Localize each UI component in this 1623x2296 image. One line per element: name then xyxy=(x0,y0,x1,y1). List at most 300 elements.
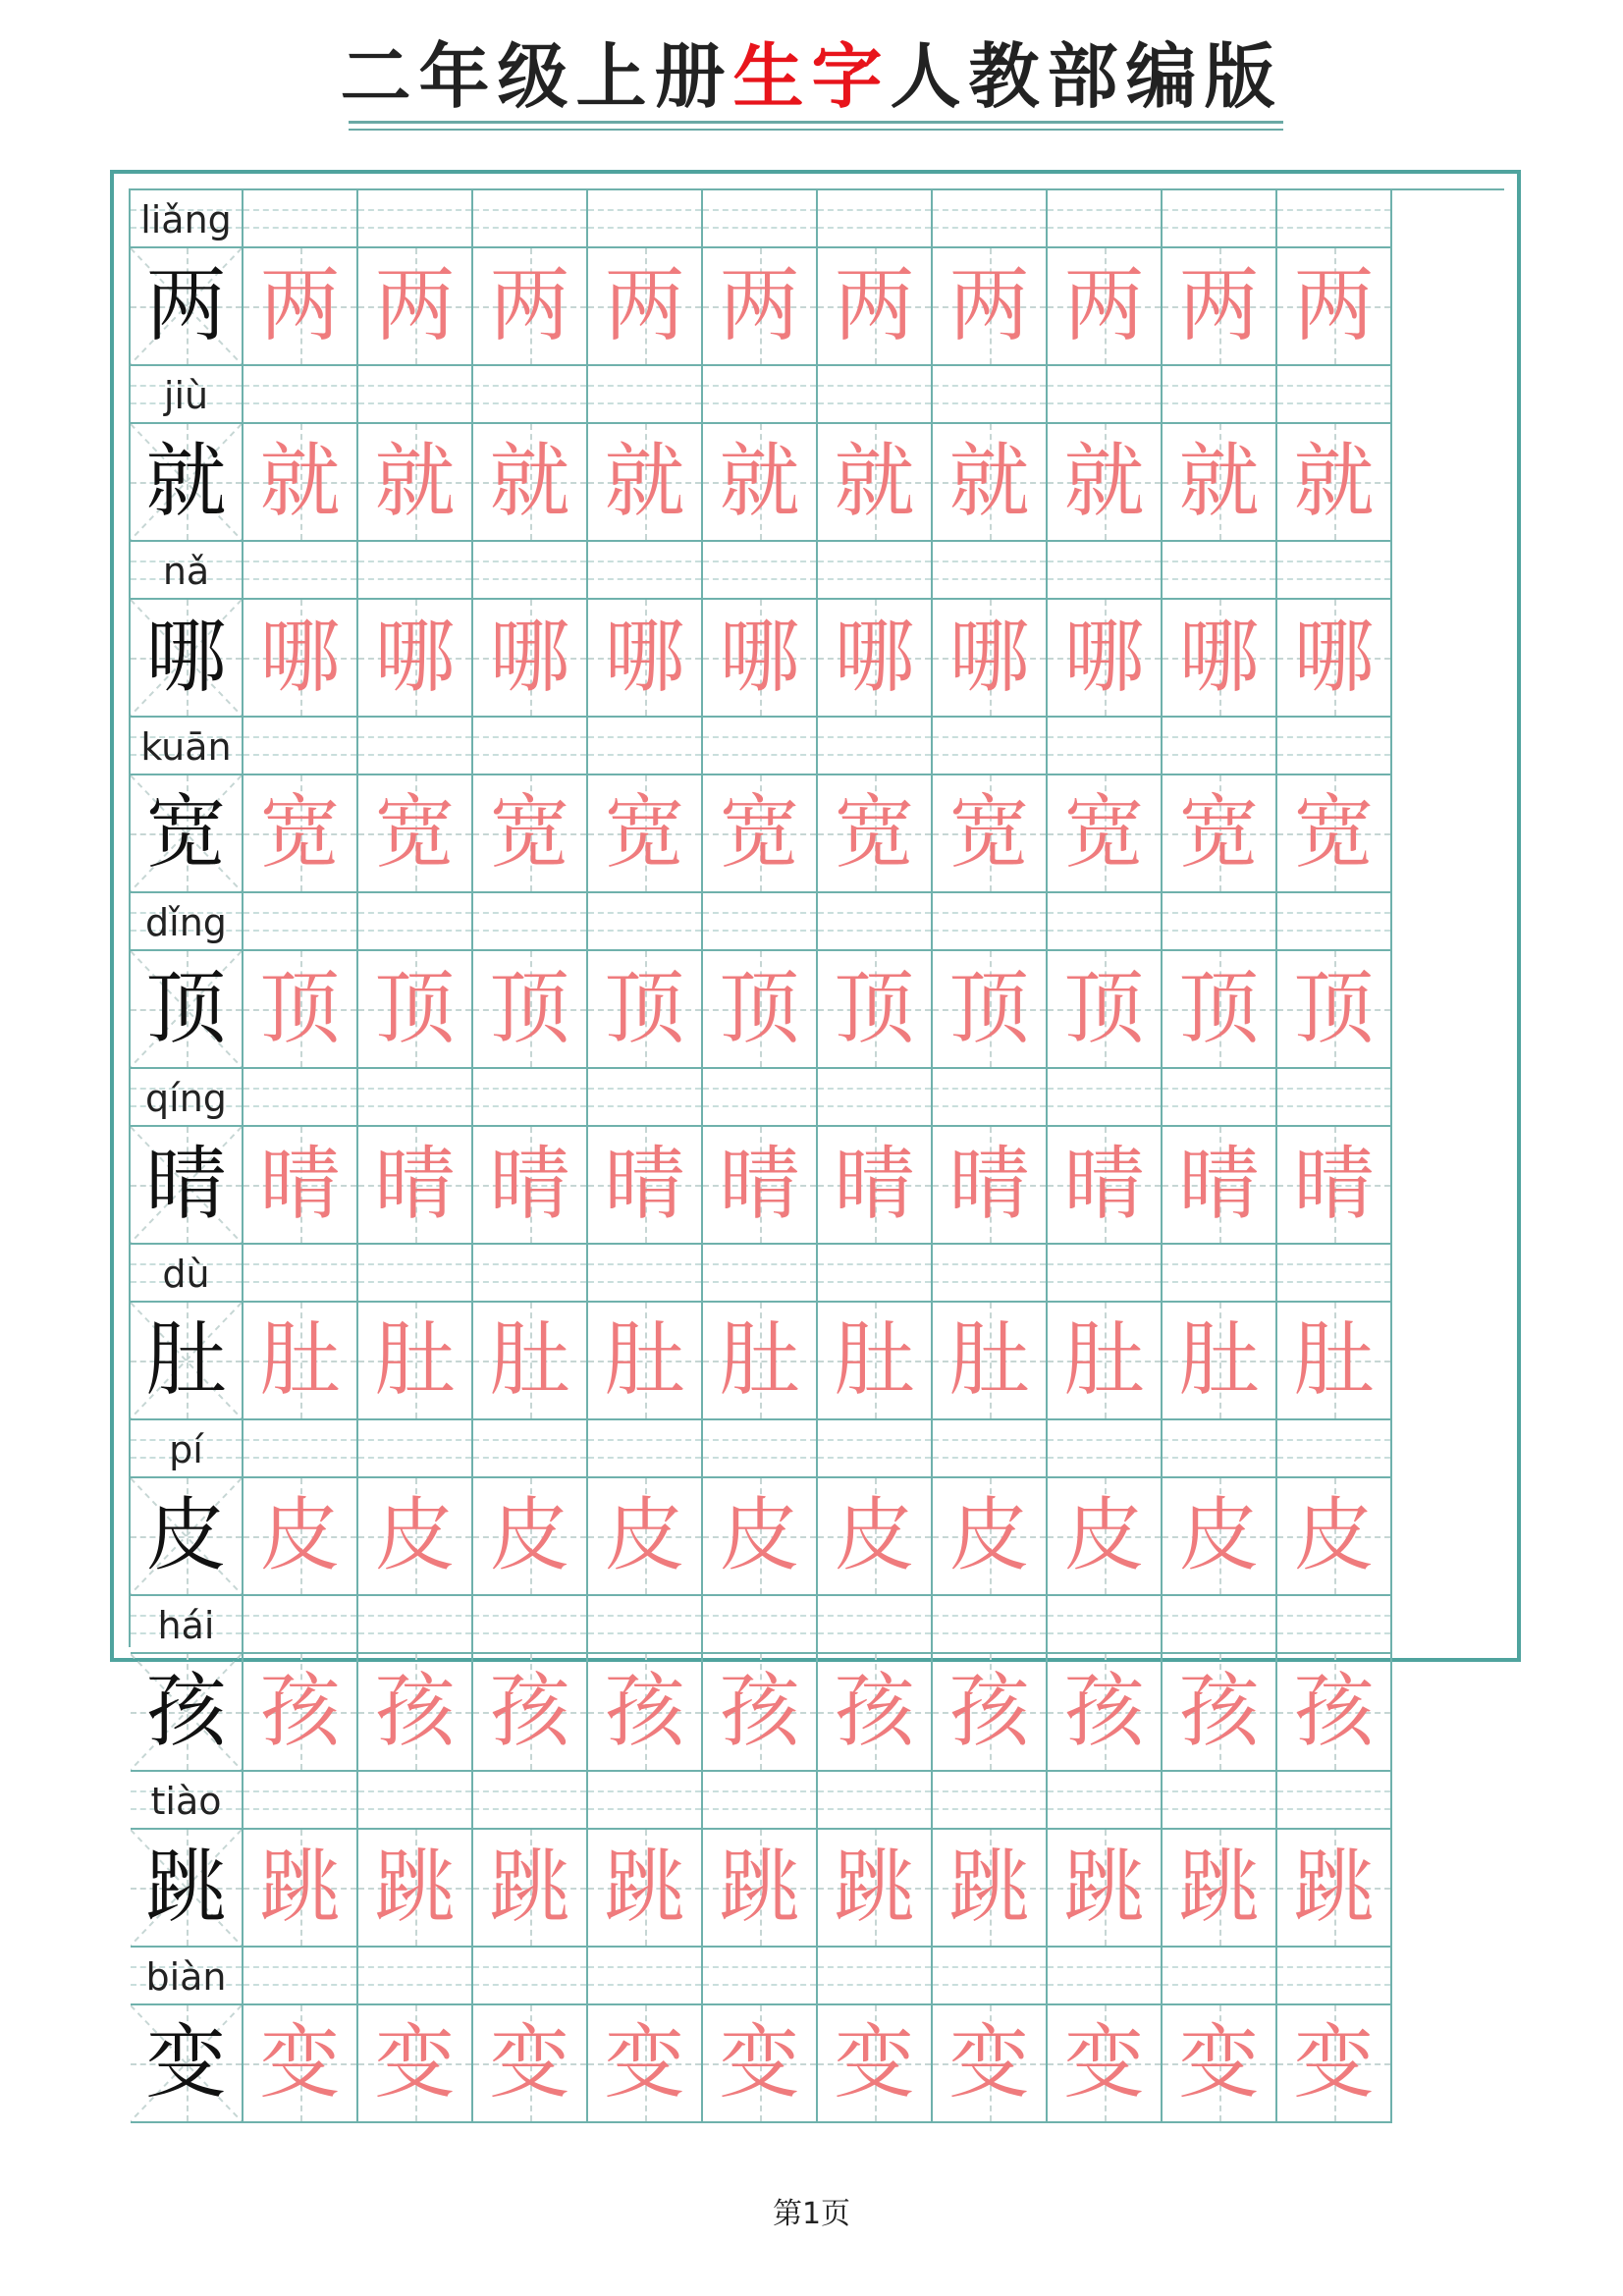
trace-character: 肚 xyxy=(1293,1313,1375,1407)
trace-character: 顶 xyxy=(1293,962,1375,1055)
trace-character: 皮 xyxy=(719,1489,800,1582)
trace-character-cell xyxy=(243,424,358,542)
pinyin-cell xyxy=(131,1772,243,1830)
trace-character: 两 xyxy=(259,259,341,352)
pinyin-row xyxy=(131,190,1504,248)
trace-character-cell xyxy=(473,775,588,893)
pinyin-cell xyxy=(131,542,243,600)
trace-character: 就 xyxy=(1178,435,1260,528)
title-underline xyxy=(349,121,1283,124)
pinyin-label: qíng xyxy=(145,1077,227,1120)
trace-character: 就 xyxy=(1293,435,1375,528)
trace-character: 哪 xyxy=(1293,611,1375,704)
trace-character-cell xyxy=(358,775,473,893)
pinyin-label: biàn xyxy=(145,1955,227,1999)
pinyin-practice-cell xyxy=(703,1245,818,1303)
pinyin-practice-cell xyxy=(473,542,588,600)
trace-character-cell xyxy=(933,1127,1048,1245)
pinyin-practice-cell xyxy=(818,893,933,951)
pinyin-practice-cell xyxy=(1048,718,1163,775)
pinyin-practice-cell xyxy=(588,542,703,600)
trace-character: 两 xyxy=(1293,259,1375,352)
trace-character-cell xyxy=(358,1127,473,1245)
pinyin-cell xyxy=(131,1948,243,2005)
trace-character: 晴 xyxy=(1293,1138,1375,1231)
trace-character-cell xyxy=(933,951,1048,1069)
pinyin-row xyxy=(131,1948,1504,2005)
pinyin-practice-cell xyxy=(358,1245,473,1303)
model-character-cell xyxy=(131,1830,243,1948)
pinyin-practice-cell xyxy=(1163,1420,1277,1478)
pinyin-practice-cell xyxy=(1277,1948,1392,2005)
character-row xyxy=(131,718,1504,893)
trace-character-cell xyxy=(243,775,358,893)
trace-character-cell xyxy=(473,2005,588,2123)
trace-character-cell xyxy=(243,1127,358,1245)
trace-character: 孩 xyxy=(1063,1665,1145,1758)
trace-character-cell xyxy=(933,2005,1048,2123)
pinyin-row xyxy=(131,893,1504,951)
trace-character-cell xyxy=(473,951,588,1069)
trace-character-cell xyxy=(588,2005,703,2123)
pinyin-practice-cell xyxy=(588,1245,703,1303)
trace-character-cell xyxy=(473,248,588,366)
pinyin-practice-cell xyxy=(933,1948,1048,2005)
pinyin-practice-cell xyxy=(933,542,1048,600)
pinyin-practice-cell xyxy=(703,893,818,951)
trace-character-cell xyxy=(358,1830,473,1948)
trace-character-cell xyxy=(588,1127,703,1245)
pinyin-practice-cell xyxy=(818,366,933,424)
pinyin-practice-cell xyxy=(473,1245,588,1303)
trace-character: 跳 xyxy=(1293,1841,1375,1934)
trace-character-cell xyxy=(703,600,818,718)
pinyin-cell xyxy=(131,893,243,951)
character-row xyxy=(131,190,1504,366)
pinyin-practice-cell xyxy=(358,542,473,600)
pinyin-practice-cell xyxy=(473,718,588,775)
trace-character-cell xyxy=(1163,600,1277,718)
tian-grid-row xyxy=(131,424,1504,542)
trace-character: 两 xyxy=(374,259,456,352)
pinyin-practice-cell xyxy=(358,1772,473,1830)
pinyin-practice-cell xyxy=(1163,1245,1277,1303)
trace-character: 跳 xyxy=(489,1841,570,1934)
pinyin-practice-cell xyxy=(703,542,818,600)
trace-character-cell xyxy=(818,951,933,1069)
pinyin-practice-cell xyxy=(358,1948,473,2005)
pinyin-practice-cell xyxy=(588,1772,703,1830)
trace-character-cell xyxy=(1163,1830,1277,1948)
pinyin-practice-cell xyxy=(588,893,703,951)
trace-character: 跳 xyxy=(948,1841,1030,1934)
pinyin-practice-cell xyxy=(1048,366,1163,424)
trace-character: 晴 xyxy=(719,1138,800,1231)
trace-character: 孩 xyxy=(1178,1665,1260,1758)
trace-character: 孩 xyxy=(489,1665,570,1758)
trace-character-cell xyxy=(933,248,1048,366)
trace-character-cell xyxy=(1163,2005,1277,2123)
trace-character-cell xyxy=(588,600,703,718)
model-character: 变 xyxy=(145,2016,227,2109)
trace-character: 孩 xyxy=(604,1665,685,1758)
pinyin-practice-cell xyxy=(933,1069,1048,1127)
pinyin-practice-cell xyxy=(1277,893,1392,951)
pinyin-practice-cell xyxy=(933,366,1048,424)
trace-character: 变 xyxy=(489,2016,570,2109)
pinyin-practice-cell xyxy=(818,1948,933,2005)
pinyin-practice-cell xyxy=(1163,542,1277,600)
pinyin-practice-cell xyxy=(1163,1948,1277,2005)
trace-character: 两 xyxy=(604,259,685,352)
trace-character-cell xyxy=(1163,248,1277,366)
trace-character: 晴 xyxy=(834,1138,915,1231)
trace-character-cell xyxy=(243,1303,358,1420)
pinyin-practice-cell xyxy=(473,190,588,248)
pinyin-practice-cell xyxy=(1163,190,1277,248)
trace-character-cell xyxy=(1277,1127,1392,1245)
pinyin-label: kuān xyxy=(140,725,232,769)
trace-character-cell xyxy=(703,1478,818,1596)
trace-character: 变 xyxy=(719,2016,800,2109)
trace-character-cell xyxy=(1277,600,1392,718)
trace-character-cell xyxy=(933,424,1048,542)
trace-character: 肚 xyxy=(948,1313,1030,1407)
pinyin-practice-cell xyxy=(818,190,933,248)
trace-character: 宽 xyxy=(259,786,341,880)
pinyin-practice-cell xyxy=(358,1596,473,1654)
pinyin-practice-cell xyxy=(933,1596,1048,1654)
trace-character: 肚 xyxy=(604,1313,685,1407)
pinyin-practice-cell xyxy=(703,1772,818,1830)
pinyin-label: tiào xyxy=(150,1780,222,1823)
pinyin-practice-cell xyxy=(473,1069,588,1127)
trace-character: 两 xyxy=(834,259,915,352)
trace-character-cell xyxy=(818,2005,933,2123)
trace-character-cell xyxy=(1048,951,1163,1069)
trace-character: 肚 xyxy=(1178,1313,1260,1407)
trace-character-cell xyxy=(1277,248,1392,366)
trace-character-cell xyxy=(933,600,1048,718)
trace-character: 宽 xyxy=(1293,786,1375,880)
pinyin-practice-cell xyxy=(933,1420,1048,1478)
trace-character: 皮 xyxy=(489,1489,570,1582)
pinyin-practice-cell xyxy=(243,893,358,951)
trace-character: 晴 xyxy=(259,1138,341,1231)
trace-character-cell xyxy=(933,1478,1048,1596)
pinyin-label: nǎ xyxy=(162,550,210,593)
trace-character-cell xyxy=(358,1478,473,1596)
character-row xyxy=(131,893,1504,1069)
character-row xyxy=(131,542,1504,718)
pinyin-practice-cell xyxy=(243,1245,358,1303)
trace-character-cell xyxy=(1277,1478,1392,1596)
trace-character: 孩 xyxy=(948,1665,1030,1758)
pinyin-practice-cell xyxy=(358,1069,473,1127)
trace-character: 哪 xyxy=(834,611,915,704)
pinyin-practice-cell xyxy=(358,718,473,775)
pinyin-practice-cell xyxy=(818,1069,933,1127)
pinyin-practice-cell xyxy=(703,190,818,248)
trace-character-cell xyxy=(588,248,703,366)
pinyin-practice-cell xyxy=(473,1772,588,1830)
pinyin-practice-cell xyxy=(1163,718,1277,775)
pinyin-practice-cell xyxy=(358,893,473,951)
trace-character: 跳 xyxy=(1063,1841,1145,1934)
trace-character-cell xyxy=(1277,424,1392,542)
model-character: 宽 xyxy=(145,786,227,880)
pinyin-practice-cell xyxy=(703,366,818,424)
model-character-cell xyxy=(131,424,243,542)
trace-character-cell xyxy=(588,951,703,1069)
trace-character: 顶 xyxy=(948,962,1030,1055)
trace-character-cell xyxy=(703,951,818,1069)
pinyin-cell xyxy=(131,190,243,248)
pinyin-practice-cell xyxy=(818,1245,933,1303)
pinyin-row xyxy=(131,366,1504,424)
trace-character-cell xyxy=(473,1127,588,1245)
pinyin-practice-cell xyxy=(1048,893,1163,951)
model-character-cell xyxy=(131,1303,243,1420)
tian-grid-row xyxy=(131,1303,1504,1420)
pinyin-practice-cell xyxy=(1163,1772,1277,1830)
title-part-1: 二年级上册 xyxy=(340,34,733,118)
trace-character: 宽 xyxy=(374,786,456,880)
pinyin-label: liǎng xyxy=(140,198,232,241)
trace-character: 顶 xyxy=(1178,962,1260,1055)
pinyin-practice-cell xyxy=(358,1420,473,1478)
trace-character-cell xyxy=(1277,775,1392,893)
pinyin-practice-cell xyxy=(1048,1245,1163,1303)
trace-character-cell xyxy=(1277,1830,1392,1948)
pinyin-row xyxy=(131,542,1504,600)
trace-character: 顶 xyxy=(719,962,800,1055)
trace-character: 皮 xyxy=(948,1489,1030,1582)
pinyin-practice-cell xyxy=(243,718,358,775)
trace-character-cell xyxy=(1048,1830,1163,1948)
character-row xyxy=(131,1596,1504,1772)
trace-character: 哪 xyxy=(948,611,1030,704)
model-character-cell xyxy=(131,2005,243,2123)
pinyin-practice-cell xyxy=(933,190,1048,248)
trace-character-cell xyxy=(1048,1478,1163,1596)
pinyin-cell xyxy=(131,366,243,424)
trace-character: 晴 xyxy=(1063,1138,1145,1231)
tian-grid-row xyxy=(131,951,1504,1069)
pinyin-practice-cell xyxy=(1277,366,1392,424)
pinyin-practice-cell xyxy=(1277,1596,1392,1654)
trace-character-cell xyxy=(358,2005,473,2123)
trace-character: 哪 xyxy=(604,611,685,704)
pinyin-practice-cell xyxy=(243,366,358,424)
trace-character-cell xyxy=(933,1654,1048,1772)
trace-character: 晴 xyxy=(489,1138,570,1231)
pinyin-practice-cell xyxy=(1163,893,1277,951)
trace-character: 变 xyxy=(604,2016,685,2109)
tian-grid-row xyxy=(131,1478,1504,1596)
page-number: 第1页 xyxy=(772,2197,851,2231)
writing-grid xyxy=(129,188,1504,2109)
trace-character: 变 xyxy=(1178,2016,1260,2109)
pinyin-practice-cell xyxy=(588,1069,703,1127)
model-character: 顶 xyxy=(145,962,227,1055)
pinyin-practice-cell xyxy=(1048,1772,1163,1830)
pinyin-practice-cell xyxy=(1163,1069,1277,1127)
pinyin-practice-cell xyxy=(703,1948,818,2005)
trace-character-cell xyxy=(243,1830,358,1948)
trace-character: 变 xyxy=(1063,2016,1145,2109)
trace-character-cell xyxy=(703,248,818,366)
pinyin-practice-cell xyxy=(588,366,703,424)
pinyin-cell xyxy=(131,1069,243,1127)
trace-character: 晴 xyxy=(604,1138,685,1231)
trace-character-cell xyxy=(588,1654,703,1772)
pinyin-practice-cell xyxy=(818,1420,933,1478)
model-character: 肚 xyxy=(145,1313,227,1407)
trace-character-cell xyxy=(588,424,703,542)
trace-character: 皮 xyxy=(1063,1489,1145,1582)
pinyin-practice-cell xyxy=(243,1772,358,1830)
trace-character: 孩 xyxy=(834,1665,915,1758)
trace-character: 顶 xyxy=(374,962,456,1055)
trace-character-cell xyxy=(818,1127,933,1245)
trace-character: 两 xyxy=(1063,259,1145,352)
pinyin-practice-cell xyxy=(1048,1069,1163,1127)
pinyin-row xyxy=(131,1596,1504,1654)
trace-character: 宽 xyxy=(489,786,570,880)
tian-grid-row xyxy=(131,600,1504,718)
pinyin-practice-cell xyxy=(818,542,933,600)
trace-character-cell xyxy=(1163,775,1277,893)
trace-character-cell xyxy=(1048,424,1163,542)
trace-character: 哪 xyxy=(259,611,341,704)
trace-character-cell xyxy=(1277,1654,1392,1772)
trace-character-cell xyxy=(1163,1303,1277,1420)
pinyin-practice-cell xyxy=(1277,1772,1392,1830)
pinyin-practice-cell xyxy=(818,1596,933,1654)
trace-character: 皮 xyxy=(1178,1489,1260,1582)
trace-character: 肚 xyxy=(1063,1313,1145,1407)
character-row xyxy=(131,1772,1504,1948)
trace-character: 变 xyxy=(374,2016,456,2109)
trace-character-cell xyxy=(818,424,933,542)
trace-character-cell xyxy=(358,248,473,366)
character-row xyxy=(131,1948,1504,2123)
trace-character-cell xyxy=(703,775,818,893)
pinyin-row xyxy=(131,1772,1504,1830)
trace-character: 就 xyxy=(719,435,800,528)
trace-character: 宽 xyxy=(1178,786,1260,880)
pinyin-row xyxy=(131,1245,1504,1303)
model-character: 晴 xyxy=(145,1138,227,1231)
pinyin-practice-cell xyxy=(588,1948,703,2005)
trace-character: 两 xyxy=(1178,259,1260,352)
trace-character-cell xyxy=(473,1303,588,1420)
trace-character: 顶 xyxy=(604,962,685,1055)
trace-character-cell xyxy=(818,775,933,893)
tian-grid-row xyxy=(131,775,1504,893)
trace-character: 皮 xyxy=(259,1489,341,1582)
trace-character-cell xyxy=(243,1478,358,1596)
pinyin-practice-cell xyxy=(703,718,818,775)
pinyin-practice-cell xyxy=(473,366,588,424)
trace-character: 哪 xyxy=(374,611,456,704)
trace-character: 顶 xyxy=(259,962,341,1055)
trace-character: 晴 xyxy=(1178,1138,1260,1231)
trace-character-cell xyxy=(818,248,933,366)
trace-character-cell xyxy=(473,1478,588,1596)
trace-character: 跳 xyxy=(259,1841,341,1934)
model-character-cell xyxy=(131,1127,243,1245)
pinyin-practice-cell xyxy=(473,1948,588,2005)
trace-character: 就 xyxy=(259,435,341,528)
pinyin-practice-cell xyxy=(588,718,703,775)
pinyin-practice-cell xyxy=(473,1420,588,1478)
tian-grid-row xyxy=(131,248,1504,366)
pinyin-practice-cell xyxy=(358,190,473,248)
trace-character: 跳 xyxy=(719,1841,800,1934)
pinyin-practice-cell xyxy=(703,1420,818,1478)
pinyin-practice-cell xyxy=(1277,1420,1392,1478)
trace-character-cell xyxy=(703,1127,818,1245)
trace-character: 哪 xyxy=(719,611,800,704)
trace-character-cell xyxy=(933,1303,1048,1420)
trace-character: 宽 xyxy=(1063,786,1145,880)
pinyin-practice-cell xyxy=(588,1420,703,1478)
title-underline-thin xyxy=(349,129,1283,131)
trace-character: 肚 xyxy=(259,1313,341,1407)
trace-character-cell xyxy=(243,951,358,1069)
trace-character: 跳 xyxy=(604,1841,685,1934)
trace-character-cell xyxy=(818,1303,933,1420)
pinyin-practice-cell xyxy=(243,190,358,248)
pinyin-row xyxy=(131,718,1504,775)
pinyin-label: jiù xyxy=(163,374,209,417)
pinyin-practice-cell xyxy=(1048,190,1163,248)
trace-character: 肚 xyxy=(719,1313,800,1407)
trace-character-cell xyxy=(243,248,358,366)
pinyin-practice-cell xyxy=(818,1772,933,1830)
trace-character-cell xyxy=(1163,1127,1277,1245)
trace-character-cell xyxy=(358,424,473,542)
trace-character-cell xyxy=(1048,1127,1163,1245)
pinyin-practice-cell xyxy=(588,190,703,248)
trace-character-cell xyxy=(588,1478,703,1596)
pinyin-practice-cell xyxy=(243,1420,358,1478)
pinyin-practice-cell xyxy=(1048,1596,1163,1654)
pinyin-cell xyxy=(131,718,243,775)
trace-character-cell xyxy=(473,1830,588,1948)
trace-character: 宽 xyxy=(604,786,685,880)
trace-character-cell xyxy=(818,1654,933,1772)
trace-character-cell xyxy=(243,600,358,718)
pinyin-practice-cell xyxy=(473,1596,588,1654)
trace-character-cell xyxy=(358,600,473,718)
pinyin-cell xyxy=(131,1245,243,1303)
trace-character: 两 xyxy=(719,259,800,352)
pinyin-practice-cell xyxy=(933,718,1048,775)
trace-character-cell xyxy=(1048,600,1163,718)
trace-character-cell xyxy=(703,1654,818,1772)
trace-character-cell xyxy=(1277,1303,1392,1420)
trace-character: 宽 xyxy=(834,786,915,880)
trace-character: 宽 xyxy=(719,786,800,880)
pinyin-practice-cell xyxy=(358,366,473,424)
trace-character: 哪 xyxy=(489,611,570,704)
trace-character: 孩 xyxy=(259,1665,341,1758)
pinyin-practice-cell xyxy=(588,1596,703,1654)
pinyin-label: dǐng xyxy=(145,901,227,944)
